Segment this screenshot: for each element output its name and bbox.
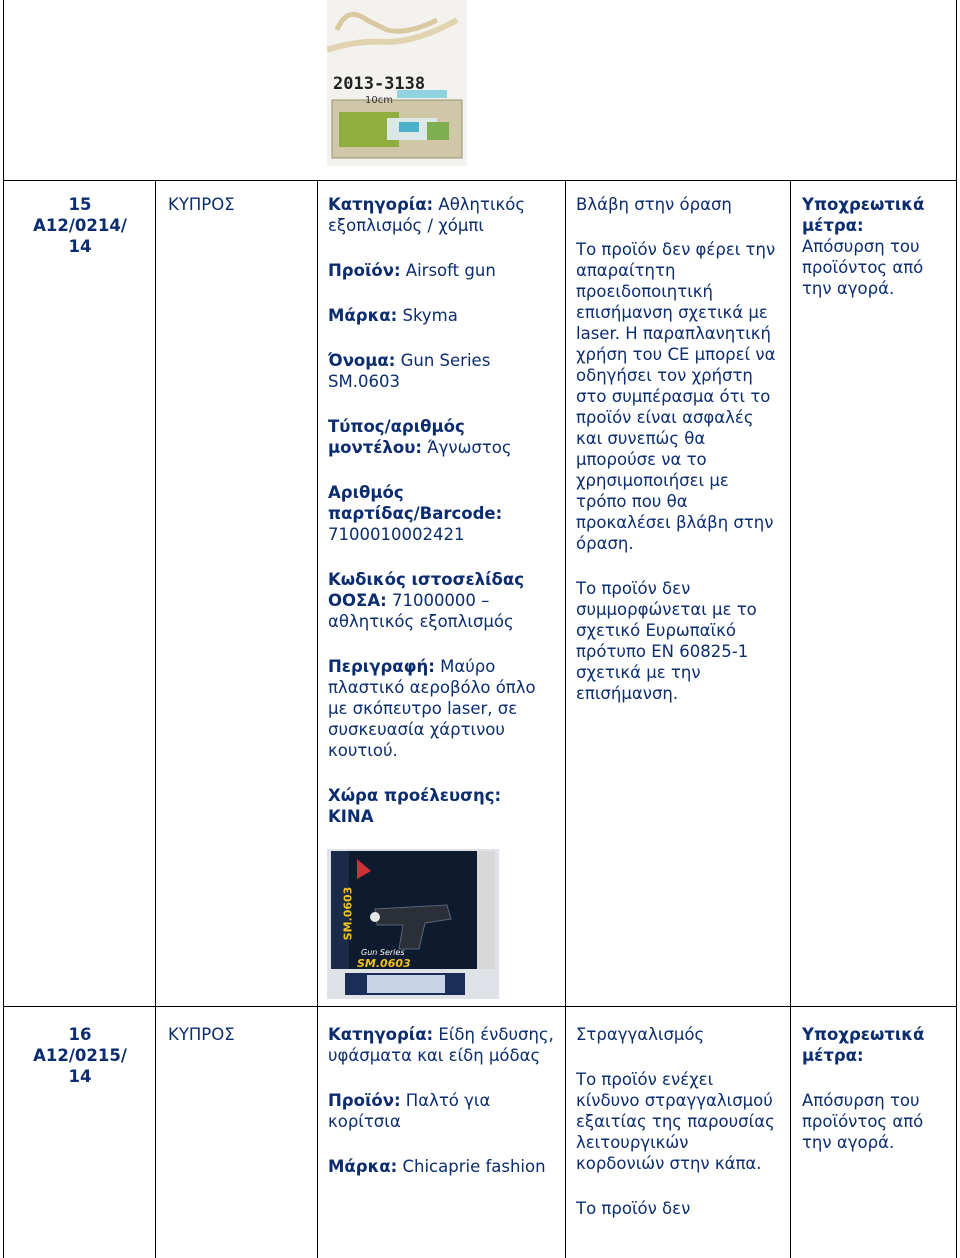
col-divider (790, 180, 791, 1258)
measures (802, 1024, 950, 1153)
origin-label: Χώρα προέλευσης: (328, 786, 502, 805)
row-divider (3, 180, 957, 181)
brand: Μάρκα: Chicaprie fashion (328, 1157, 546, 1176)
compliance-text: Το προϊόν δεν συμμορφώνεται με το σχετικό Ευρωπαϊκό πρότυπο EN 60825-1 σχετικά με την επισήμανση. (576, 579, 757, 703)
batch-barcode: Αριθμός παρτίδας/Barcode: 7100010002421 (328, 483, 503, 544)
measures (802, 194, 950, 299)
product: Προϊόν: Παλτό για κορίτσια (328, 1091, 491, 1131)
measures-text: Απόσυρση του προϊόντος από την αγορά. (802, 237, 924, 298)
box-side-label: SM.0603 (341, 886, 355, 941)
box-label-1: Gun Series (361, 948, 405, 957)
box-label-2: SM.0603 (357, 957, 411, 970)
product-description (328, 194, 554, 827)
category: Κατηγορία: Είδη ένδυσης, υφάσματα και είδη μόδας (328, 1025, 554, 1065)
model: Τύπος/αριθμός μοντέλου: Άγνωστος (328, 417, 512, 457)
photo-scale-label: 10cm (365, 95, 393, 106)
notifying-country: ΚΥΠΡΟΣ (168, 1025, 235, 1044)
risk-text: Το προϊόν δεν φέρει την απαραίτητη προειδοποιητική επισήμανση σχετικά με laser. Η παραπλανητική χρήση του CE μπορεί να οδηγήσει τον χρήστη στο συμπέρασμα ότι το προϊόν είναι ασφαλές και συνεπώς θα μπορούσε να το χρησιμοποιήσει με τρόπο που θα προκαλέσει βλάβη στην όραση. (576, 240, 776, 553)
risk-type: Βλάβη στην όραση (576, 195, 732, 214)
product-photo-gun-box (327, 849, 499, 999)
risk-description (576, 194, 781, 704)
col-divider (155, 180, 156, 1258)
notifying-country: ΚΥΠΡΟΣ (168, 195, 235, 214)
row-divider (3, 1006, 957, 1007)
measures-label: Υποχρεωτικά μέτρα: (802, 1025, 925, 1065)
origin-value: ΚΙΝΑ (328, 807, 374, 826)
product-photo-2013-3138 (327, 0, 467, 166)
compliance-text: Το προϊόν δεν (576, 1199, 691, 1218)
product: Προϊόν: Airsoft gun (328, 261, 496, 280)
col-divider (317, 180, 318, 1258)
category: Κατηγορία: Αθλητικός εξοπλισμός / χόμπι (328, 195, 526, 235)
risk-type: Στραγγαλισμός (576, 1025, 705, 1044)
photo-label: 2013-3138 (333, 74, 426, 94)
col-divider (565, 180, 566, 1258)
name: Όνομα: Gun Series SM.0603 (328, 351, 491, 391)
entry-number: 15 A12/0214/ 14 (33, 195, 127, 256)
measures-label: Υποχρεωτικά μέτρα: (802, 195, 925, 235)
product-description (328, 1024, 554, 1177)
brand: Μάρκα: Skyma (328, 306, 458, 325)
table-border-right (956, 0, 957, 1258)
risk-description (576, 1024, 781, 1219)
entry-number: 16 A12/0215/ 14 (33, 1025, 127, 1086)
risk-text: Το προϊόν ενέχει κίνδυνο στραγγαλισμού εξαιτίας της παρουσίας λειτουργικών κορδονιών στην κάπα. (576, 1070, 775, 1173)
measures-text: Απόσυρση του προϊόντος από την αγορά. (802, 1091, 924, 1152)
table-border-left (3, 0, 4, 1258)
oecd-code: Κωδικός ιστοσελίδας ΟΟΣΑ: 71000000 – αθλητικός εξοπλισμός (328, 570, 524, 631)
description: Περιγραφή: Μαύρο πλαστικό αεροβόλο όπλο με σκόπευτρο laser, σε συσκευασία χάρτινου κουτιού. (328, 657, 536, 760)
